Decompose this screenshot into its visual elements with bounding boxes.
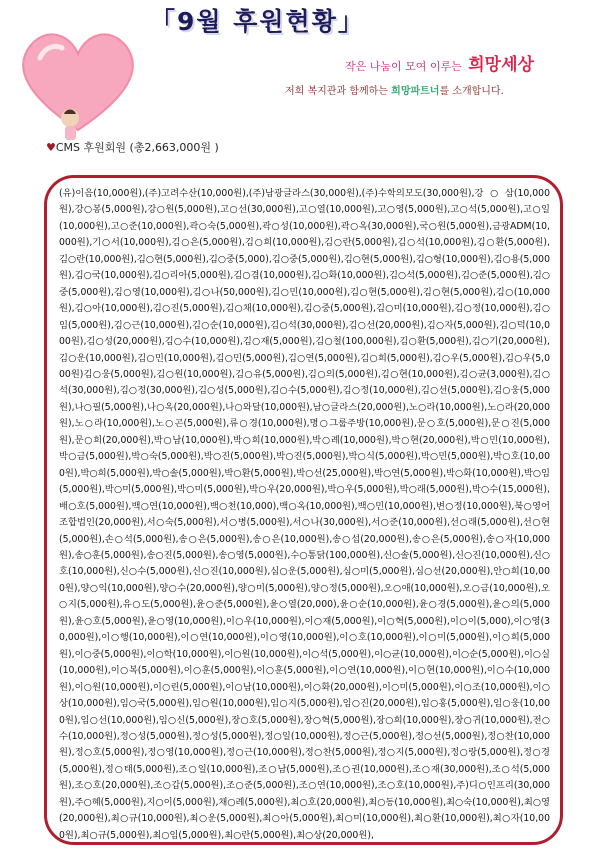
section-label: CMS 후원회원 (총2,663,000원 ) — [55, 141, 219, 154]
page-title: 「9월 후원현황」 — [150, 7, 365, 36]
tagline-brand: 희망세상 — [468, 55, 534, 75]
donor-list-text: (유)이음(10,000원),(주)고려수산(10,000원),(주)남광글라스(30,000원),(주)수학의모도(30,000원),강○삼(10,000원),강○봉(5,000원),강○원(5,000원),고○선(30,000원),고○열(10,000원),고○영(5,000원),고○석(5,000원),고○일(10,000원),고○준(10,000원),곽○숙(5,000원),곽○성(10,000원),곽○옥(30,000원),국○원(5,000원),금광ADM(10,000원),기○서(10,000원),김○은(5,000원),김○희(10,000원),김○란(5,000원),김○석(10,000원),김○환(5,000원),김○란(10,000원),김○현(5,000원),김○중(5,000),김○중(5,000원),김○현(5,000원),김○형(10,000원),김○용(5,000원),김○국(10,000원),김○리아(5,000원),김○겸(10,000원),김○화(10,000원),김○석(5,000원),김○준(5,000원),김○중(5,000원),김○영(10,000원),김○나(50,000원),김○민(10,000원),김○현(5,000원),김○현(5,000원),김○(10,000원),김○아(10,000원),김○진(5,000원),김○채(10,000원),김○중(5,000원),김○미(10,000원),김○정(10,000원),김○임(5,000원),김○근(10,000원),김○순(10,000원),김○석(30,000원),김○선(20,000원),김○자(5,000원),김○덕(10,000원),김○성(20,000원),김○수(10,000원),김○재(5,000원),김○철(100,000원),김○환(5,000원),김○기(20,000원),김○운(10,000원),김○민(10,000원),김○민(5,000원),김○연(5,000원),김○희(5,000원),김○우(5,000원),김○우(5,000원)김○웅(5,000원),김○원(10,000원),김○유(5,000원),김○의(5,000원),김○현(10,000원),김○균(3,000원),김○석(30,000원),김○정(30,000원),김○성(5,000원),김○수(5,000원),김○정(10,000원),김○선(5,000원),김○웅(5,000원),나○필(5,000원),나○옥(20,000원),나○와달(10,000원),남○글라스(20,000원),노○라(10,000원),노○라(20,000원),노○라(10,000원),노○곤(5,000원),류○경(10,000원),명○그룹주방(10,000원),문○호(5,000원),문○진(5,000원),문○희(20,000원),박○남(10,000원),박○희(10,000원),박○례(10,000원),박○현(20,000원),박○민(10,000원),박○금(5,000원),박○숙(5,000원),박○진(5,000원),박○진(5,000원),박○식(5,000원),박○민(5,000원),박○호(10,000원),박○희(5,000원),박○솔(5,000원),박○환(5,000원),박○선(25,000원),박○연(5,000원),박○화(10,000원),박○임(5,000원),박○미(5,000원),박○미(5,000원),박○우(20,000원),박○우(5,000원),박○래(5,000원),박○수(15,000원),배○호(5,000원),백○연(10,000원),백○천(10,000),백○옥(10,000원),백○민(10,000원),변○정(10,000원),북○영어조합법인(20,000원),서○숙(5,000원),서○병(5,000원),서○나(30,000원),서○준(10,000원),선○래(5,000원),선○현(5,000원),손○석(5,000원),송○은(5,000원),송○은(10,000원),송○섭(20,000원),송○은(5,000원),송○자(10,000원),송○훈(5,000원),송○진(5,000원),송○영(5,000원),수○통닭(100,000원),신○솔(5,000원),신○진(10,000원),신○호(10,000원),신○수(5,000원),신○진(10,000원),심○운(5,000원),심○미(5,000원),심○선(20,000원),안○희(10,000원),양○익(10,000원),양○수(20,000원),양○미(5,000원),양○정(5,000원),오○애(10,000원),오○금(10,000원),오○지(5,000원),유○도(5,000원),윤○준(5,000원),윤○열(20,000),윤○순(10,000원),윤○경(5,000원),윤○의(5,000원),윤○호(5,000원),윤○영(10,000원),이○우(10,000원),이○재(5,000원),이○혁(5,000원),이○이(5,000),이○영(30,000원),이○행(10,000원),이○연(10,000원),이○영(10,000원),이○호(10,000원),이○미(5,000원),이○희(5,000원),이○중(5,000원),이○학(10,000원),이○원(10,000원),이○석(5,000원),이○균(10,000원),이○순(5,000원),이○실(10,000원),이○복(5,000원),이○훈(5,000원),이○훈(5,000원),이○연(10,000원),이○현(10,000원),이○수(10,000원),이○원(10,000원),이○린(5,000원),이○남(10,000원),이○화(20,000원),이○미(5,000원),이○조(10,000원),이○상(10,000원),임○국(5,000원),임○원(10,000원),임○지(5,000원),임○진(20,000원),임○홍(5,000원),임○웅(10,000원),임○선(10,000원),임○신(5,000원),장○호(5,000원),장○혁(5,000원),장○희(10,000원),장○귀(10,000원),전○수(10,000원),정○성(5,000원),정○성(5,000원),정○일(10,000원),정○근(5,000원),정○선(5,000원),정○찬(10,000원),정○호(5,000원),정○영(10,000원),정○근(10,000원),정○찬(5,000원),정○지(5,000원),정○랑(5,000원),정○경(5,000원),정○태(5,000원),조○일(10,000원),조○남(5,000원),조○권(10,000원),조○재(30,000원),조○석(5,000원),조○호(20,000원),조○갑(5,000원),조○준(5,000원),조○연(10,000원),조○호(10,000원),주)디○인프리(30,000원),주○혜(5,000원),지○이(5,000원),채○례(5,000원),최○호(20,000원),최○동(10,000원),최○숙(10,000원),최○영(20,000원),최○규(10,000원),최○운(5,000원),최○아(5,000원),최○미(10,000원),최○환(10,000원),최○자(10,000원),최○규(5,000원),최○임(5,000원),최○란(5,000원),최○상(20,000원), — [59, 188, 550, 841]
donor-list-box — [44, 175, 563, 845]
heart-balloon-illustration — [10, 18, 145, 148]
subtitle-part1: 저희 복지관과 함께하는 — [285, 86, 388, 97]
tagline — [345, 50, 534, 75]
heart-balloon-icon — [10, 18, 145, 148]
heart-icon: ♥ — [46, 141, 56, 154]
subtitle-highlight: 희망파트너 — [391, 86, 440, 97]
section-heading — [46, 139, 219, 155]
subtitle — [285, 82, 504, 97]
tagline-prefix: 작은 나눔이 모여 이루는 — [345, 60, 462, 73]
subtitle-part2: 를 소개합니다. — [439, 86, 504, 97]
